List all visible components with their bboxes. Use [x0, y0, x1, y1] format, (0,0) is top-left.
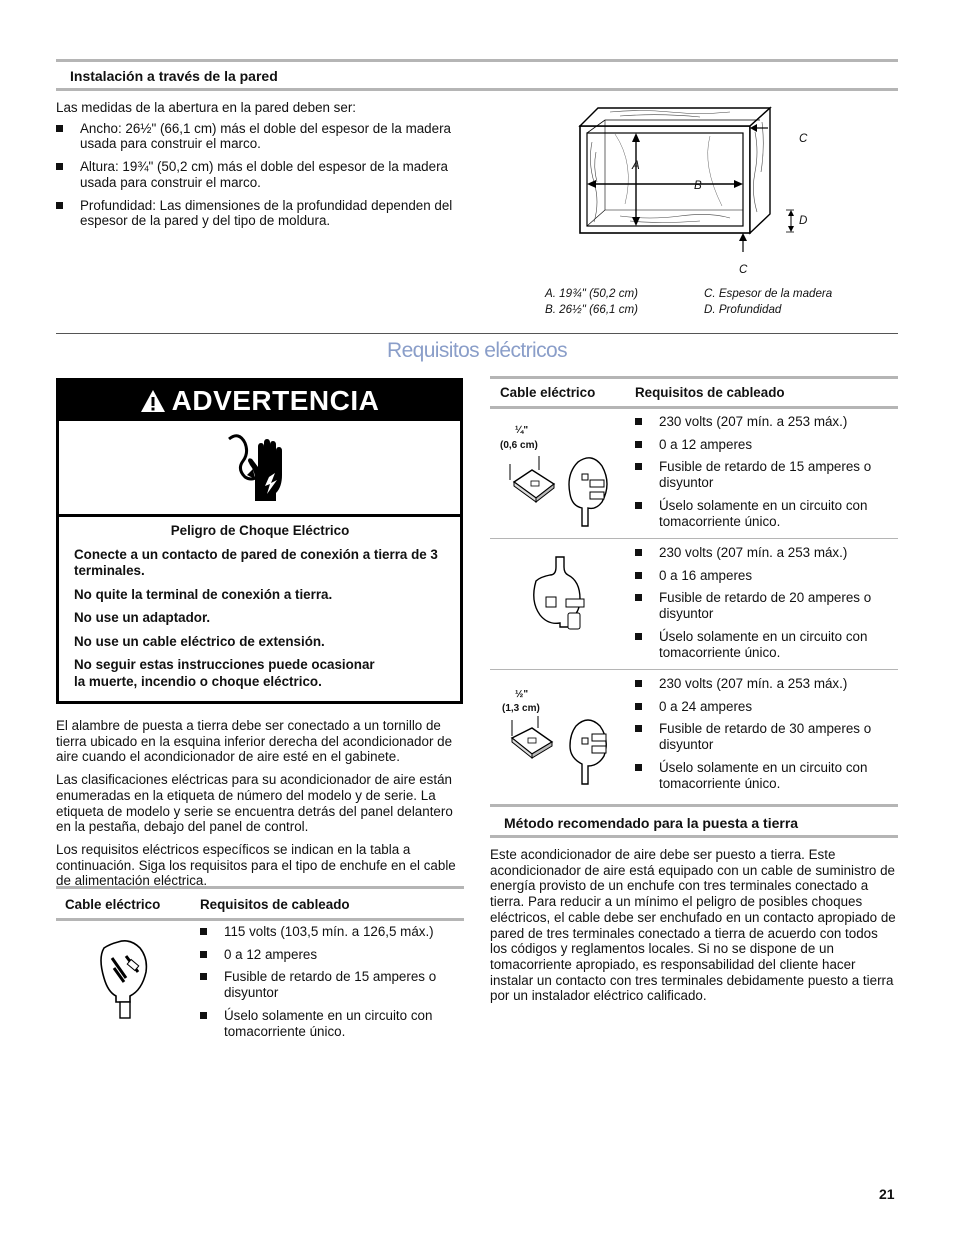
list-item: Fusible de retardo de 15 amperes o disyuntor	[200, 969, 460, 1000]
paragraph: Los requisitos eléctricos específicos se indican en la tabla a continuación. Siga los requisitos para el tipo de enchufe en el cable de alimentación eléctrica.	[56, 841, 456, 889]
list-item: Úselo solamente en un circuito con tomacorriente único.	[635, 498, 897, 529]
grounding-text: Este acondicionador de aire debe ser puesto a tierra. Este acondicionador de aire está equipado con un cable de suministro de energía provisto de un enchufe con tres terminales conectado a tierra. Para reducir a un mínimo el peligro de posibles choques eléctricos, el cable debe ser enchufado en un contacto apropiado de pared de tres terminales conectado a tierra de acuerdo con todos los códigos y reglamentos locales. Si no se dispone de un tomacorriente apropiado, es responsabilidad del cliente hacer instalar un contacto con tres terminales debidamente puesto a tierra por un instalador eléctrico calificado.	[490, 847, 896, 1004]
column-header-cable: Cable eléctrico	[500, 385, 596, 400]
wall-install-text	[56, 100, 466, 236]
cable-size-label: ½"	[515, 689, 529, 700]
right-row-3-items	[635, 676, 897, 798]
diagram-label-b: B	[694, 179, 702, 192]
diagram-label-d: D	[799, 214, 808, 227]
list-item: Úselo solamente en un circuito con tomacorriente único.	[635, 760, 897, 791]
page-number: 21	[879, 1186, 895, 1202]
warning-body	[59, 517, 460, 690]
list-item: 115 volts (103,5 mín. a 126,5 máx.)	[200, 924, 460, 940]
grounding-heading	[490, 804, 898, 838]
list-item: Fusible de retardo de 30 amperes o disyuntor	[635, 721, 897, 752]
left-table-items	[200, 924, 460, 1046]
legend-c: C. Espesor de la madera	[704, 287, 833, 300]
column-header-requirements: Requisitos de cableado	[200, 897, 350, 912]
wall-install-heading	[56, 59, 898, 91]
electric-shock-hand-icon	[225, 431, 295, 507]
list-item: Úselo solamente en un circuito con tomacorriente único.	[200, 1008, 460, 1039]
legend-b: B. 26½" (66,1 cm)	[545, 303, 639, 316]
list-item: 230 volts (207 mín. a 253 máx.)	[635, 545, 897, 561]
section-title: Requisitos eléctricos	[387, 339, 567, 362]
left-text	[56, 718, 464, 896]
legend-d: D. Profundidad	[704, 303, 782, 316]
diagram-label-c-top: C	[799, 132, 808, 145]
warning-triangle-icon	[140, 389, 166, 413]
wall-install-list	[56, 121, 466, 229]
warning-line: No use un adaptador.	[74, 610, 211, 625]
cable-size-label: ¼"	[515, 425, 529, 436]
warning-icon-area	[59, 421, 460, 517]
right-table-header	[490, 376, 898, 409]
cable-size-cm: (1,3 cm)	[502, 703, 540, 714]
paragraph: Las clasificaciones eléctricas para su acondicionador de aire están enumeradas en la etiqueta de número del modelo y de serie. La etiqueta de modelo y serie se encuentra detrás del panel delantero en la pestaña, debajo del panel de control.	[56, 772, 453, 835]
list-item: Fusible de retardo de 20 amperes o disyuntor	[635, 590, 897, 621]
plug-230v-12a-icon	[506, 452, 618, 528]
warning-line: Conecte a un contacto de pared de conexión a tierra de 3 terminales.	[74, 546, 438, 578]
list-item: 0 a 12 amperes	[200, 947, 460, 963]
row-divider	[490, 669, 898, 670]
plug-230v-16a-icon	[528, 555, 592, 645]
section-divider	[56, 333, 898, 334]
grounding-heading-text: Método recomendado para la puesta a tierra	[504, 815, 799, 831]
warning-header	[59, 381, 460, 421]
left-table-header	[56, 886, 464, 921]
cable-size-cm: (0,6 cm)	[500, 440, 538, 451]
warning-line: No quite la terminal de conexión a tierra.	[74, 586, 333, 602]
right-row-1-items	[635, 414, 897, 536]
paragraph: El alambre de puesta a tierra debe ser conectado a un tornillo de tierra ubicado en la esquina inferior derecha del acondicionador de aire cuando el acondicionador de aire esté en el gabinete.	[56, 718, 453, 765]
legend-a: A. 19¾" (50,2 cm)	[545, 287, 639, 300]
row-divider	[490, 538, 898, 539]
list-item: Ancho: 26½" (66,1 cm) más el doble del espesor de la madera usada para construir el marco.	[56, 121, 466, 152]
list-item: Profundidad: Las dimensiones de la profundidad dependen del espesor de la pared y del tipo de moldura.	[56, 198, 466, 229]
warning-line: No seguir estas instrucciones puede ocasionar la muerte, incendio o choque eléctrico.	[74, 657, 375, 689]
right-row-2-items	[635, 545, 897, 667]
warning-header-text: ADVERTENCIA	[171, 385, 380, 416]
wall-install-intro: Las medidas de la abertura en la pared deben ser:	[56, 100, 357, 115]
wall-install-heading-text: Instalación a través de la pared	[70, 68, 278, 84]
list-item: Fusible de retardo de 15 amperes o disyuntor	[635, 459, 897, 490]
column-header-cable: Cable eléctrico	[65, 897, 161, 912]
warning-box	[56, 378, 463, 704]
column-header-requirements: Requisitos de cableado	[635, 385, 785, 400]
plug-230v-24a-icon	[506, 712, 618, 788]
list-item: 0 a 12 amperes	[635, 437, 897, 453]
diagram-label-a: A	[632, 159, 640, 172]
list-item: Úselo solamente en un circuito con tomacorriente único.	[635, 629, 897, 660]
list-item: Altura: 19¾" (50,2 cm) más el doble del espesor de la madera usada para construir el marco.	[56, 159, 466, 190]
warning-line: No use un cable eléctrico de extensión.	[74, 633, 325, 649]
list-item: 0 a 24 amperes	[635, 699, 897, 715]
plug-115v-icon	[98, 938, 152, 1020]
list-item: 0 a 16 amperes	[635, 568, 897, 584]
list-item: 230 volts (207 mín. a 253 máx.)	[635, 676, 897, 692]
warning-title: Peligro de Choque Eléctrico	[170, 523, 350, 538]
diagram-label-c-bottom: C	[739, 263, 748, 276]
list-item: 230 volts (207 mín. a 253 máx.)	[635, 414, 897, 430]
